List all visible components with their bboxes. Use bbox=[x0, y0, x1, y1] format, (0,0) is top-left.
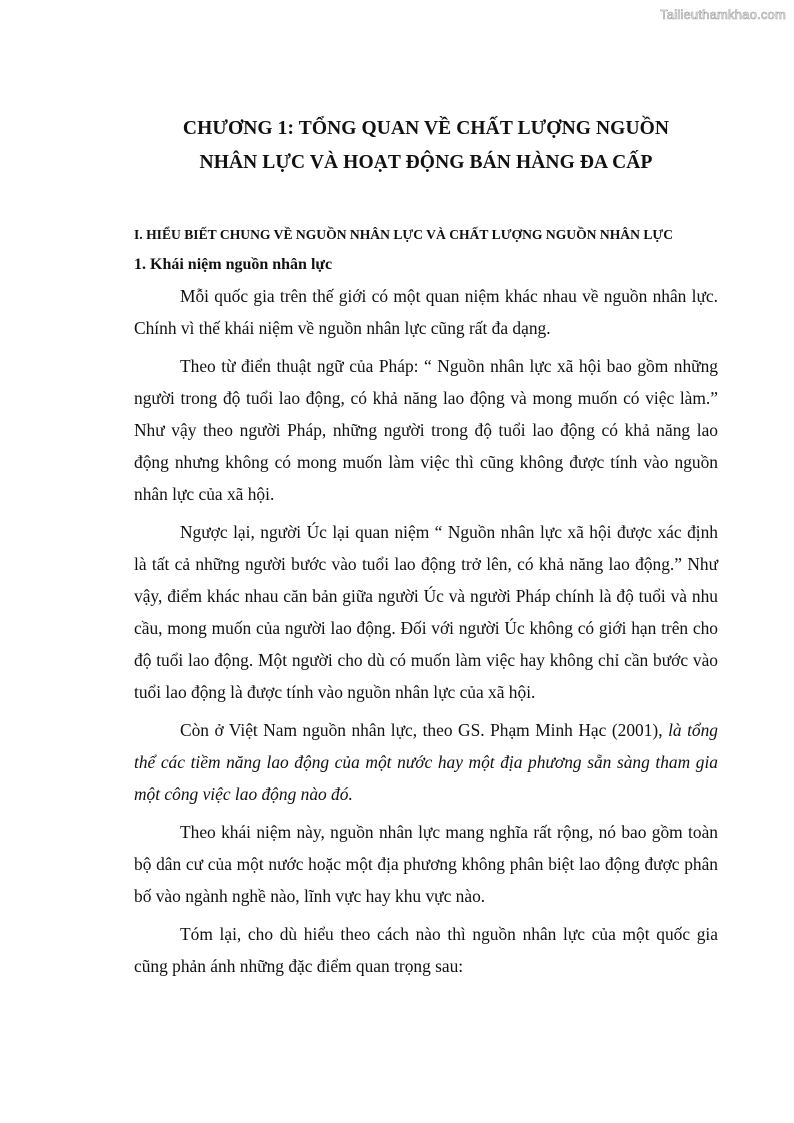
chapter-title bbox=[134, 112, 718, 180]
section-heading: I. HIỂU BIẾT CHUNG VỀ NGUỒN NHÂN LỰC VÀ CHẤT LƯỢNG NGUỒN NHÂN LỰC bbox=[134, 227, 674, 242]
paragraph-4-text: Còn ở Việt Nam nguồn nhân lực, theo GS. Phạm Minh Hạc (2001), bbox=[180, 720, 669, 740]
subsection-heading: 1. Khái niệm nguồn nhân lực bbox=[134, 256, 333, 273]
document-page bbox=[134, 112, 718, 982]
paragraph-5: Theo khái niệm này, nguồn nhân lực mang nghĩa rất rộng, nó bao gồm toàn bộ dân cư của một nước hoặc một địa phương không phân biệt lao động được phân bố vào ngành nghề nào, lĩnh vực hay khu vực nào. bbox=[134, 822, 718, 906]
paragraph-3: Ngược lại, người Úc lại quan niệm “ Nguồn nhân lực xã hội được xác định là tất cả những người bước vào tuổi lao động trở lên, có khả năng lao động.” Như vậy, điểm khác nhau căn bản giữa người Úc và người Pháp chính là độ tuổi và nhu cầu, mong muốn của người lao động. Đối với người Úc không có giới hạn trên cho độ tuổi lao động. Một người cho dù có muốn làm việc hay không chỉ cần bước vào tuổi lao động là được tính vào nguồn nhân lực của xã hội. bbox=[134, 522, 718, 702]
paragraph-4-definition: là tổng thể các tiềm năng lao động của một nước hay một địa phương sẵn sàng tham gia một công việc lao động nào đó. bbox=[134, 720, 718, 804]
watermark-text: Tailieuthamkhao.com bbox=[660, 7, 786, 22]
chapter-title-line-2: NHÂN LỰC VÀ HOẠT ĐỘNG BÁN HÀNG ĐA CẤP bbox=[199, 152, 653, 173]
paragraph-6: Tóm lại, cho dù hiểu theo cách nào thì nguồn nhân lực của một quốc gia cũng phản ánh những đặc điểm quan trọng sau: bbox=[134, 924, 718, 976]
paragraph-1: Mỗi quốc gia trên thế giới có một quan niệm khác nhau về nguồn nhân lực. Chính vì thế khái niệm về nguồn nhân lực cũng rất đa dạng. bbox=[134, 286, 718, 338]
chapter-title-line-1: CHƯƠNG 1: TỔNG QUAN VỀ CHẤT LƯỢNG NGUỒN bbox=[182, 118, 670, 139]
paragraph-2: Theo từ điển thuật ngữ của Pháp: “ Nguồn nhân lực xã hội bao gồm những người trong độ tuổi lao động, có khả năng lao động và mong muốn có việc làm.” Như vậy theo người Pháp, những người trong độ tuổi lao động có khả năng lao động nhưng không có mong muốn làm việc thì cũng không được tính vào nguồn nhân lực của xã hội. bbox=[134, 356, 718, 504]
paragraph-4 bbox=[134, 714, 718, 810]
